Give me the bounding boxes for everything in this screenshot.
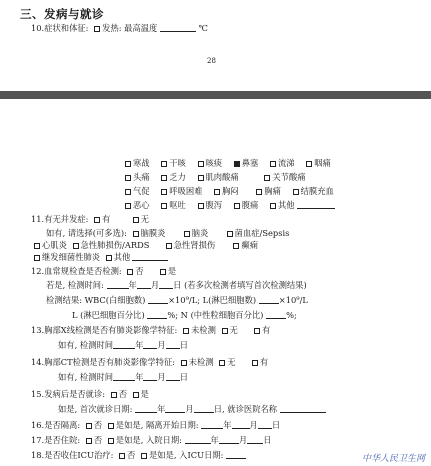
symptom-item: 寒战	[122, 158, 150, 169]
complication-checkbox[interactable]	[34, 255, 40, 261]
q18-label: 18.是否收住ICU治疗:	[31, 450, 114, 460]
q12-yes-checkbox[interactable]	[160, 269, 166, 275]
q11-options-row-2: 心肌炎 急性肺损伤/ARDS 急性肾损伤 癫痫	[31, 240, 258, 251]
icu-date-field[interactable]	[226, 450, 246, 459]
symptom-item: 其他	[267, 200, 335, 211]
complication-checkbox[interactable]	[166, 243, 172, 249]
symptom-row-2	[122, 172, 312, 183]
complication-checkbox[interactable]	[106, 255, 112, 261]
lymph-count-field[interactable]	[259, 295, 279, 304]
complication-checkbox[interactable]	[133, 231, 139, 237]
symptom-checkbox[interactable]	[161, 203, 167, 209]
month-field[interactable]	[219, 435, 239, 444]
symptom-item: 干咳	[158, 158, 186, 169]
day-field[interactable]	[258, 420, 272, 429]
symptom-checkbox[interactable]	[161, 175, 167, 181]
q16-no-checkbox[interactable]	[86, 423, 92, 429]
symptom-checkbox[interactable]	[161, 189, 167, 195]
q17-no-checkbox[interactable]	[86, 438, 92, 444]
q13-option-checkbox[interactable]	[222, 328, 228, 334]
symptom-item: 气促	[122, 186, 150, 197]
q13-date-row: 如有, 检测时间 年 月 日	[58, 340, 188, 350]
year-field[interactable]	[113, 372, 135, 381]
q12-date-row: 若是, 检测时间: 年 月 日 (若多次检测者填写首次检测结果)	[46, 280, 307, 290]
q11-options-row-3: 继发细菌性肺炎 其他	[31, 252, 168, 263]
q12-result-row-2: L (淋巴细胞百分比) %; N (中性粒细胞百分比) %;	[72, 310, 297, 320]
symptom-item: 呕吐	[158, 200, 186, 211]
q13-option-checkbox[interactable]	[254, 328, 260, 334]
fever-label: 发热: 最高温度	[102, 23, 158, 33]
q15-yes-checkbox[interactable]	[133, 392, 139, 398]
neutrophil-pct-field[interactable]	[266, 310, 286, 319]
symptom-item: 胸痛	[253, 186, 281, 197]
q17-row: 17.是否住院: 否 是如是, 入院日期: 年 月 日	[31, 435, 272, 445]
q14-option-checkbox[interactable]	[181, 360, 187, 366]
watermark: 中华人民卫生网	[361, 454, 425, 464]
month-field[interactable]	[232, 420, 250, 429]
year-field[interactable]	[113, 340, 135, 349]
other-complication-field[interactable]	[132, 252, 168, 261]
section-title: 三、发病与就诊	[20, 7, 104, 21]
q11-row: 11.有无并发症: 有 无	[31, 214, 150, 224]
q11-options-row-1: 如有, 请选择(可多选): 脑膜炎 脑炎 菌血症/Sepsis	[46, 228, 290, 238]
symptom-checkbox[interactable]	[270, 203, 276, 209]
year-field[interactable]	[201, 420, 223, 429]
symptom-checkbox[interactable]	[214, 189, 220, 195]
symptom-checkbox[interactable]	[198, 161, 204, 167]
q12-no-checkbox[interactable]	[127, 269, 133, 275]
symptom-checkbox[interactable]	[234, 161, 240, 167]
q12-result-row-1: 检测结果: WBC(白细胞数) ×10⁹/L; L(淋巴细胞数) ×10⁹/L	[46, 295, 308, 305]
q13-option-checkbox[interactable]	[183, 328, 189, 334]
temp-unit: ℃	[198, 23, 208, 33]
page-number: 28	[207, 57, 216, 65]
symptom-item: 流涕	[267, 158, 295, 169]
month-field[interactable]	[137, 280, 151, 289]
q15-no-checkbox[interactable]	[111, 392, 117, 398]
symptom-item: 结膜充血	[290, 186, 334, 197]
q12-label: 12.血常规检查是否检测:	[31, 266, 122, 276]
hospital-name-field[interactable]	[280, 404, 326, 413]
q10-row	[31, 23, 208, 34]
year-field[interactable]	[135, 404, 157, 413]
q11-label: 11.有无并发症:	[31, 214, 89, 224]
symptom-checkbox[interactable]	[198, 175, 204, 181]
symptom-checkbox[interactable]	[161, 161, 167, 167]
symptom-checkbox[interactable]	[264, 175, 270, 181]
q13-label: 13.胸部X线检测是否有肺炎影像学特征:	[31, 325, 178, 335]
symptom-item: 咳痰	[195, 158, 223, 169]
q13-row: 13.胸部X线检测是否有肺炎影像学特征: 未检测 无 有	[31, 325, 271, 335]
symptom-item: 呼吸困难	[158, 186, 202, 197]
day-field[interactable]	[166, 372, 180, 381]
complication-checkbox[interactable]	[184, 231, 190, 237]
symptom-checkbox[interactable]	[293, 189, 299, 195]
wbc-field[interactable]	[148, 295, 168, 304]
q18-yes-checkbox[interactable]	[141, 453, 147, 459]
symptom-checkbox[interactable]	[125, 203, 131, 209]
day-field[interactable]	[166, 340, 180, 349]
symptom-item: 恶心	[122, 200, 150, 211]
symptom-row-1	[122, 158, 337, 169]
page-break-band	[0, 91, 431, 99]
symptom-item: 乏力	[158, 172, 186, 183]
q18-no-checkbox[interactable]	[119, 453, 125, 459]
q15-row: 15.发病后是否就诊: 否 是	[31, 389, 149, 399]
complication-checkbox[interactable]	[34, 243, 40, 249]
date-note: (若多次检测者填写首次检测结果)	[184, 280, 307, 290]
q12-row: 12.血常规检查是否检测: 否 是	[31, 266, 177, 276]
symptom-row-4	[122, 200, 341, 211]
complication-checkbox[interactable]	[233, 243, 239, 249]
year-field[interactable]	[107, 280, 129, 289]
symptom-checkbox[interactable]	[125, 189, 131, 195]
fever-checkbox[interactable]	[94, 26, 100, 32]
symptom-item: 头痛	[122, 172, 150, 183]
symptom-checkbox[interactable]	[234, 203, 240, 209]
q11-prompt: 如有, 请选择(可多选):	[46, 228, 127, 238]
day-field[interactable]	[159, 280, 173, 289]
lymph-pct-field[interactable]	[147, 310, 167, 319]
q16-yes-checkbox[interactable]	[108, 423, 114, 429]
q15-label: 15.发病后是否就诊:	[31, 389, 106, 399]
symptom-checkbox[interactable]	[306, 161, 312, 167]
q14-date-row: 如有, 检测时间 年 月 日	[58, 372, 188, 382]
symptom-item: 鼻塞	[231, 158, 259, 169]
q17-yes-checkbox[interactable]	[108, 438, 114, 444]
day-field[interactable]	[247, 435, 263, 444]
symptom-checkbox[interactable]	[256, 189, 262, 195]
max-temp-field[interactable]	[160, 23, 196, 32]
symptom-item: 腹泻	[195, 200, 223, 211]
q14-option-checkbox[interactable]	[219, 360, 225, 366]
month-field[interactable]	[143, 372, 157, 381]
q16-label: 16.是否隔离:	[31, 420, 81, 430]
q11-no-checkbox[interactable]	[133, 217, 139, 223]
symptom-checkbox[interactable]	[125, 175, 131, 181]
symptom-row-3	[122, 186, 340, 197]
symptom-checkbox[interactable]	[125, 161, 131, 167]
year-field[interactable]	[185, 435, 211, 444]
day-field[interactable]	[194, 404, 214, 413]
complication-checkbox[interactable]	[227, 231, 233, 237]
q11-yes-checkbox[interactable]	[94, 217, 100, 223]
q16-row: 16.是否隔离: 否 是如是, 隔离开始日期: 年 月 日	[31, 420, 281, 430]
q15-date-row: 如是, 首次就诊日期: 年 月 日, 就诊医院名称	[58, 404, 326, 415]
symptom-item: 咽痛	[303, 158, 331, 169]
month-field[interactable]	[143, 340, 157, 349]
symptom-checkbox[interactable]	[198, 203, 204, 209]
symptom-item: 关节酸痛	[261, 172, 305, 183]
q14-option-checkbox[interactable]	[252, 360, 258, 366]
symptom-item: 胸闷	[211, 186, 239, 197]
symptom-item: 腹痛	[231, 200, 259, 211]
q14-label: 14.胸部CT检测是否有肺炎影像学特征:	[31, 357, 176, 367]
symptom-checkbox[interactable]	[270, 161, 276, 167]
other-symptom-field[interactable]	[297, 200, 335, 209]
month-field[interactable]	[165, 404, 185, 413]
q18-row: 18.是否收住ICU治疗: 否 是如是, 入ICU日期:	[31, 450, 246, 461]
q17-label: 17.是否住院:	[31, 435, 81, 445]
q10-label: 10.症状和体征:	[31, 23, 89, 33]
q14-row: 14.胸部CT检测是否有肺炎影像学特征: 未检测 无 有	[31, 357, 269, 367]
complication-checkbox[interactable]	[73, 243, 79, 249]
symptom-item: 肌肉酸痛	[195, 172, 239, 183]
